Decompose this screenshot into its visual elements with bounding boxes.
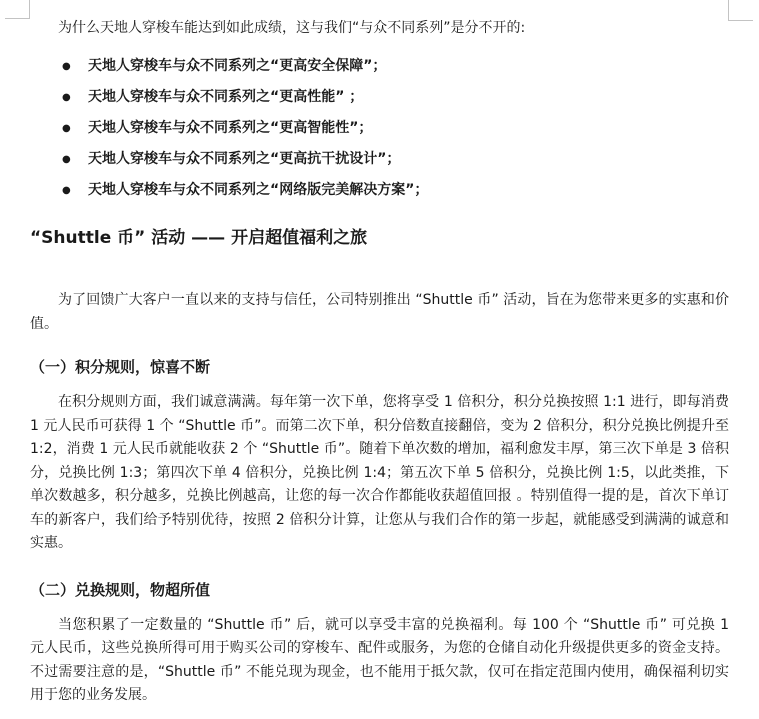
crop-mark-top-right-horizontal: [728, 20, 753, 21]
section-1-heading-points-rules: （一）积分规则，惊喜不断: [30, 358, 211, 376]
bullet-item-anti-interference: [30, 148, 729, 171]
bullet-text: 天地人穿梭车与众不同系列之“更高安全保障”；: [88, 58, 387, 74]
bullet-text: 天地人穿梭车与众不同系列之“更高性能” ；: [88, 89, 364, 105]
bullet-text: 天地人穿梭车与众不同系列之“更高抗干扰设计”；: [88, 151, 401, 167]
bullet-item-intelligence: [30, 117, 729, 140]
bullet-text: 天地人穿梭车与众不同系列之“更高智能性”；: [88, 120, 373, 136]
section-2-body-redeem-rules: 当您积累了一定数量的 “Shuttle 币” 后，就可以享受丰富的兑换福利。每 100 个 “Shuttle 币” 可兑换 1 元人民币，这些兑换所得可用于购买公司的穿梭车、配件或服务，为您的仓储自动化升级提供更多的资金支持。不过需要注意的是，“Shuttle 币” 不能兑现为现金，也不能用于抵欠款，仅可在指定范围内使用，确保福利切实用于您的业务发展。: [30, 616, 729, 703]
bullet-icon: ●: [62, 154, 71, 165]
bullet-text: 天地人穿梭车与众不同系列之“网络版完美解决方案”；: [88, 182, 429, 198]
feature-bullet-list: [30, 55, 729, 202]
bullet-icon: ●: [62, 123, 71, 134]
bullet-icon: ●: [62, 185, 71, 196]
shuttle-coin-activity-heading: “Shuttle 币” 活动 —— 开启超值福利之旅: [30, 228, 368, 248]
bullet-icon: ●: [62, 61, 71, 72]
section-2-heading-redeem-rules: （二）兑换规则，物超所值: [30, 580, 211, 599]
bullet-item-network-solution: [30, 179, 729, 202]
bullet-icon: ●: [62, 92, 71, 103]
bullet-item-performance: [30, 86, 729, 109]
section-1-body-points-rules: 在积分规则方面，我们诚意满满。每年第一次下单，您将享受 1 倍积分，积分兑换按照 1:1 进行，即每消费 1 元人民币可获得 1 个 “Shuttle 币”。而第二次下单，积分倍数直接翻倍，变为 2 倍积分，积分兑换比例提升至 1:2，消费 1 元人民币就能收获 2 个 “Shuttle 币”。随着下单次数的增加，福利愈发丰厚，第三次下单是 3 倍积分，兑换比例 1:3；第四次下单 4 倍积分，兑换比例 1:4；第五次下单 5 倍积分，兑换比例 1:5，以此类推，下单次数越多，积分越多，兑换比例越高，让您的每一次合作都能收获超值回报 。特别值得一提的是，首次下单订车的新客户，我们给予特别优待，按照 2 倍积分计算，让您从与我们合作的第一步起，就能感受到满满的诚意和实惠。: [30, 394, 729, 551]
bullet-item-safety: [30, 55, 729, 78]
intro-paragraph: 为什么天地人穿梭车能达到如此成绩，这与我们“与众不同系列”是分不开的:: [58, 20, 526, 36]
crop-mark-top-left-horizontal: [5, 18, 30, 19]
document-body: [30, 0, 729, 708]
activity-intro-paragraph: 为了回馈广大客户一直以来的支持与信任，公司特别推出 “Shuttle 币” 活动，旨在为您带来更多的实惠和价值。: [30, 292, 729, 332]
